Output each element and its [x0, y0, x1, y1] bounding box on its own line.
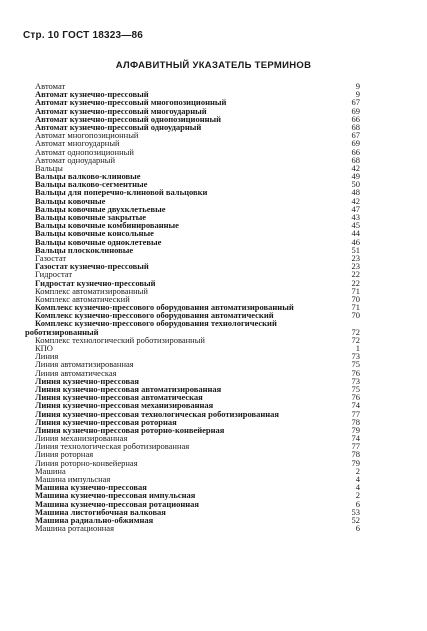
index-term: Вальцы плоскоклиновые: [35, 244, 134, 255]
index-page-number: 51: [351, 244, 360, 255]
index-page-number: 2: [355, 490, 360, 501]
index-term: Линия роторная: [35, 449, 94, 460]
index-term: Автомат кузнечно-прессовый одноударный: [35, 121, 202, 132]
index-page-number: 52: [351, 514, 360, 525]
index-term: Вальцы ковочные закрытые: [35, 212, 147, 222]
index-term: Линия кузнечно-прессовая роторно-конвейерная: [35, 424, 225, 435]
index-page-number: 49: [351, 171, 360, 182]
index-page-number: 46: [351, 236, 360, 247]
index-term: Машина кузнечно-прессовая ротационная: [35, 498, 200, 509]
index-page-number: 71: [351, 302, 360, 313]
index-term: Комплекс кузнечно-прессового оборудования автоматический: [35, 310, 274, 321]
index-page-number: 4: [355, 482, 360, 493]
index-page-number: 73: [351, 351, 360, 362]
index-term: Машина кузнечно-прессовая: [35, 482, 147, 493]
index-page-number: 23: [351, 252, 360, 263]
page-header: Стр. 10 ГОСТ 18323—86: [23, 30, 143, 41]
index-page-number: 23: [351, 261, 360, 272]
index-entry: [35, 344, 360, 352]
index-term: Вальцы: [35, 162, 63, 173]
index-page-number: 75: [351, 383, 360, 394]
index-term: Машина ротационная: [35, 523, 114, 534]
index-entry: [35, 336, 360, 344]
index-term: Автомат однопозиционный: [35, 146, 134, 157]
index-term: Комплекс автоматизированный: [35, 285, 148, 296]
index-page-number: 72: [351, 326, 360, 337]
index-page-number: 6: [355, 498, 360, 509]
index-page-number: 74: [351, 400, 360, 411]
index-term: Вальцы ковочные комбинированные: [35, 220, 179, 231]
index-term: Автомат кузнечно-прессовый многопозиционный: [35, 97, 227, 108]
index-page-number: 1: [355, 343, 360, 353]
index-page-number: 70: [351, 293, 360, 304]
index-term: Вальцы валково-сегментные: [35, 179, 148, 190]
index-term: Машина кузнечно-прессовая импульсная: [35, 490, 196, 501]
index-page-number: 45: [351, 220, 360, 231]
index-term: Газостат кузнечно-прессовый: [35, 261, 149, 272]
index-entry: [35, 156, 360, 164]
index-entry: [35, 262, 360, 270]
index-entry: [35, 524, 360, 532]
index-term: Гидростат: [35, 269, 73, 280]
index-term: Машина листогибочная валковая: [35, 506, 166, 517]
index-page-number: 76: [351, 392, 360, 403]
index-page-number: 42: [351, 195, 360, 206]
index-page-number: 79: [351, 424, 360, 435]
index-page-number: 78: [351, 416, 360, 427]
index-term: Автомат кузнечно-прессовый: [35, 89, 149, 100]
index-term: Линия кузнечно-прессовая роторная: [35, 416, 177, 427]
index-page-number: 48: [351, 187, 360, 198]
index-term: Автомат: [35, 81, 66, 91]
index-term: Машина радиально-обжимная: [35, 514, 154, 525]
index-page-number: 2: [355, 465, 360, 476]
index-page-number: 77: [351, 441, 360, 452]
index-page-number: 69: [351, 105, 360, 116]
index-term: Комплекс кузнечно-прессового оборудования автоматизированный: [35, 302, 294, 313]
index-term: Автомат многопозиционный: [35, 130, 139, 141]
index-term: Линия механизированная: [35, 433, 128, 444]
index-term: роботизированный: [25, 326, 99, 337]
index-term: Вальцы ковочные одноклетевые: [35, 236, 162, 247]
index-term: Линия автоматизированная: [35, 359, 134, 370]
index-entry: [35, 246, 360, 254]
index-page-number: 76: [351, 367, 360, 378]
index-term: Машина импульсная: [35, 474, 111, 484]
index-term: Комплекс автоматический: [35, 293, 130, 304]
index-page-number: 50: [351, 179, 360, 190]
index-term: Линия кузнечно-прессовая автоматизированная: [35, 383, 222, 394]
index-page-number: 69: [351, 138, 360, 149]
index-term: Линия кузнечно-прессовая: [35, 375, 139, 386]
index-term: Газостат: [35, 252, 67, 263]
index-term: Вальцы ковочные: [35, 195, 106, 206]
index-page-number: 72: [351, 334, 360, 345]
index-term: Гидростат кузнечно-прессовый: [35, 277, 156, 288]
index-term: Вальцы валково-клиновые: [35, 171, 141, 182]
index-term: Автомат кузнечно-прессовый однопозиционный: [35, 113, 222, 124]
index-entry: [35, 459, 360, 467]
index-page-number: 68: [351, 154, 360, 165]
index-term: Линия роторно-конвейерная: [35, 457, 138, 468]
index-page-number: 78: [351, 449, 360, 460]
index-term: Линия: [35, 351, 59, 362]
index-term: Автомат одноударный: [35, 154, 116, 165]
index-page-number: 68: [351, 121, 360, 132]
index-term: Линия кузнечно-прессовая автоматическая: [35, 392, 203, 403]
index-page-number: 9: [355, 81, 360, 91]
index-page-number: 79: [351, 457, 360, 468]
index-page-number: 22: [351, 269, 360, 280]
index-page-number: 44: [351, 228, 360, 239]
index-page-number: 22: [351, 277, 360, 288]
index-page-number: 47: [351, 203, 360, 214]
index-term: Автомат многоударный: [35, 138, 120, 149]
term-index-list: [25, 81, 360, 534]
index-term: Комплекс кузнечно-прессового оборудования технологический: [35, 318, 277, 329]
index-page-number: 67: [351, 97, 360, 108]
index-page-number: 66: [351, 146, 360, 157]
index-page-number: 70: [351, 310, 360, 321]
index-page-number: 77: [351, 408, 360, 419]
index-term: Линия кузнечно-прессовая механизированная: [35, 400, 214, 411]
index-term: Машина: [35, 465, 66, 476]
index-page-number: 73: [351, 375, 360, 386]
index-term: Автомат кузнечно-прессовый многоударный: [35, 105, 207, 116]
index-page-number: 4: [355, 474, 360, 484]
index-page-number: 9: [355, 89, 360, 100]
index-page-number: 74: [351, 433, 360, 444]
index-page-number: 66: [351, 113, 360, 124]
index-page-number: 67: [351, 130, 360, 141]
index-page-number: 71: [351, 285, 360, 296]
index-page-number: 53: [351, 506, 360, 517]
index-term: Линия кузнечно-прессовая технологическая роботизированная: [35, 408, 279, 419]
index-page-number: 75: [351, 359, 360, 370]
index-term: Вальцы ковочные двухклетьевые: [35, 203, 166, 214]
index-title: АЛФАВИТНЫЙ УКАЗАТЕЛЬ ТЕРМИНОВ: [115, 60, 312, 71]
index-term: Комплекс технологический роботизированный: [35, 334, 205, 345]
index-term: Вальцы для поперечно-клиновой вальцовки: [35, 187, 208, 198]
index-term: Вальцы ковочные консольные: [35, 228, 154, 239]
index-term: КПО: [35, 343, 53, 353]
index-page-number: 6: [355, 523, 360, 534]
index-term: Линия автоматическая: [35, 367, 117, 378]
index-term: Линия технологическая роботизированная: [35, 441, 190, 452]
index-page-number: 43: [351, 212, 360, 222]
index-page-number: 42: [351, 162, 360, 173]
